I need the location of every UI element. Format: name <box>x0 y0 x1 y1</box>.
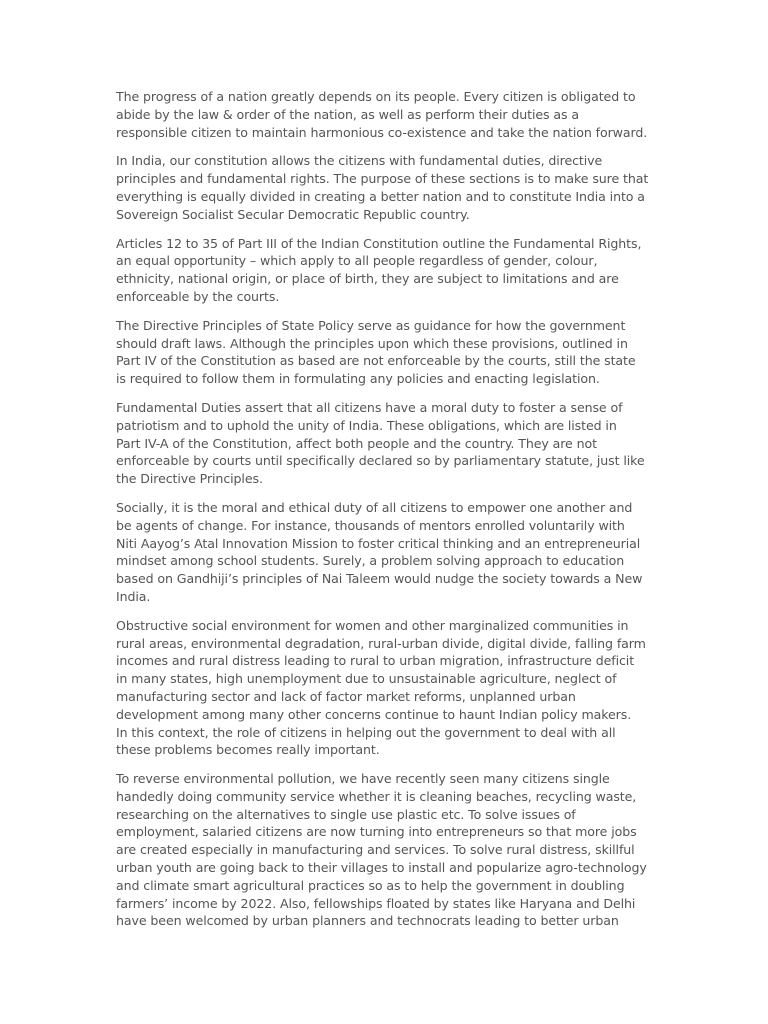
paragraph: The Directive Principles of State Policy serve as guidance for how the government should draft laws. Although the principles upon which these provisions, outlined in Part IV of the Constitution as based are not enforceable by the courts, still the state is required to follow them in formulating any policies and enacting legislation. <box>116 317 636 387</box>
paragraph: Fundamental Duties assert that all citizens have a moral duty to foster a sense of patriotism and to uphold the unity of India. These obligations, which are listed in Part IV-A of the Constitution, affect both people and the country. They are not enforceable by courts until specifically declared so by parliamentary statute, just like the Directive Principles. <box>116 399 645 487</box>
paragraph: Socially, it is the moral and ethical duty of all citizens to empower one another and be agents of change. For instance, thousands of mentors enrolled voluntarily with Niti Aayog’s Atal Innovation Mission to foster critical thinking and an entrepreneurial mindset among school students. Surely, a problem solving approach to education based on Gandhiji’s principles of Nai Taleem would nudge the society towards a New India. <box>116 499 643 604</box>
paragraph: Articles 12 to 35 of Part III of the Indian Constitution outline the Fundamental Rights, an equal opportunity – which apply to all people regardless of gender, colour, ethnicity, national origin, or place of birth, they are subject to limitations and are enforceable by the courts. <box>116 235 642 304</box>
document-body <box>116 88 656 941</box>
paragraph: To reverse environmental pollution, we have recently seen many citizens single handedly doing community service whether it is cleaning beaches, recycling waste, researching on the alternatives to single use plastic etc. To solve issues of employment, salaried citizens are now turning into entrepreneurs so that more jobs are created especially in manufacturing and services. To solve rural distress, skillful urban youth are going back to their villages to install and popularize agro-technology and climate smart agricultural practices so as to help the government in doubling farmers’ income by 2022. Also, fellowships floated by states like Haryana and Delhi have been welcomed by urban planners and technocrats leading to better urban <box>116 771 647 929</box>
paragraph: Obstructive social environment for women and other marginalized communities in rural areas, environmental degradation, rural-urban divide, digital divide, falling farm incomes and rural distress leading to rural to urban migration, infrastructure deficit in many states, high unemployment due to unsustainable agriculture, neglect of manufacturing sector and lack of factor market reforms, unplanned urban development among many other concerns continue to haunt Indian policy makers. In this context, the role of citizens in helping out the government to deal with all these problems becomes really important. <box>116 617 646 758</box>
paragraph: In India, our constitution allows the citizens with fundamental duties, directive principles and fundamental rights. The purpose of these sections is to make sure that everything is equally divided in creating a better nation and to constitute India into a Sovereign Socialist Secular Democratic Republic country. <box>116 153 649 222</box>
paragraph: The progress of a nation greatly depends on its people. Every citizen is obligated to abide by the law & order of the nation, as well as perform their duties as a responsible citizen to maintain harmonious co-existence and take the nation forward. <box>116 89 648 140</box>
